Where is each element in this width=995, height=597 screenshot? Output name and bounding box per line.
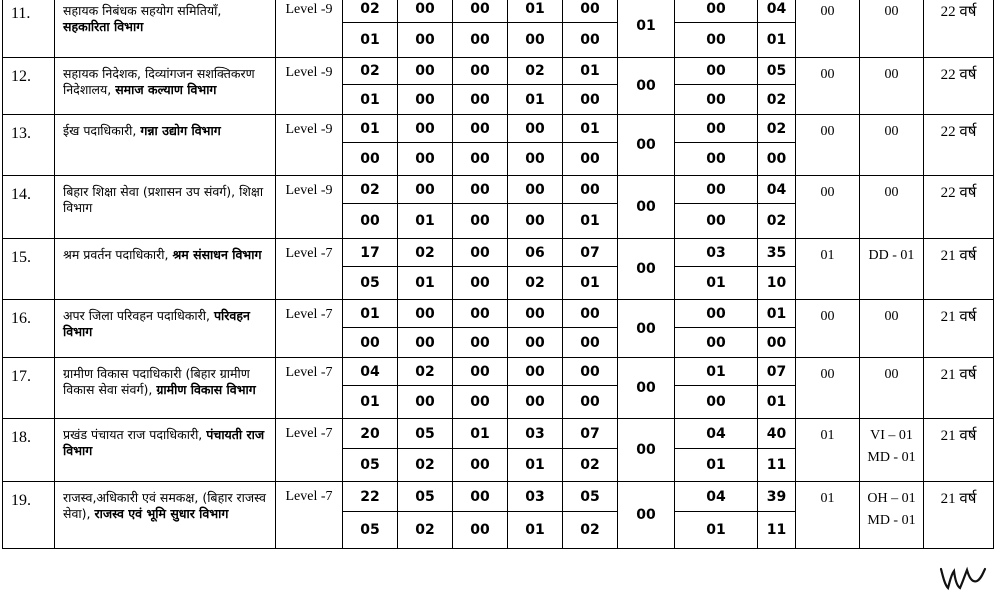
vacancy-count: 02 [398, 358, 453, 386]
department-name: गन्ना उद्योग विभाग [140, 123, 221, 138]
age-relaxation: 22 वर्ष [924, 176, 994, 239]
vacancy-count: 00 [618, 239, 675, 300]
age-relaxation: 21 वर्ष [924, 482, 994, 549]
vacancy-count: 00 [398, 0, 453, 23]
serial-number: 14. [3, 176, 55, 239]
disability-reservation [860, 482, 924, 549]
vacancy-count: 05 [563, 482, 618, 512]
pay-level: Level -7 [276, 419, 343, 482]
department-name: परिवहन विभाग [63, 308, 250, 339]
backlog-count: 00 [796, 0, 860, 58]
post-name-cell [55, 176, 276, 239]
backlog-count: 00 [796, 58, 860, 115]
backlog-count: 01 [796, 419, 860, 482]
women-vacancy-total: 00 [758, 328, 796, 358]
pay-level: Level -9 [276, 176, 343, 239]
vacancy-count: 00 [563, 300, 618, 328]
women-vacancy-count: 00 [453, 449, 508, 482]
vacancy-count: 00 [398, 176, 453, 204]
women-vacancy-count: 00 [508, 143, 563, 176]
women-vacancy-count: 02 [563, 449, 618, 482]
disability-reservation-line: 00 [884, 124, 899, 139]
disability-reservation-line: MD - 01 [867, 513, 916, 528]
women-vacancy-count: 00 [398, 23, 453, 58]
vacancy-count: 17 [343, 239, 398, 267]
women-vacancy-count: 00 [398, 328, 453, 358]
women-vacancy-count: 01 [343, 85, 398, 115]
vacancy-count: 00 [453, 482, 508, 512]
women-vacancy-count: 00 [675, 328, 758, 358]
age-relaxation: 21 वर्ष [924, 239, 994, 300]
vacancy-count: 01 [618, 0, 675, 58]
women-vacancy-count: 00 [398, 85, 453, 115]
vacancy-count: 00 [398, 115, 453, 143]
women-vacancy-count: 00 [453, 267, 508, 300]
vacancy-total: 35 [758, 239, 796, 267]
disability-reservation [860, 115, 924, 176]
backlog-count: 01 [796, 482, 860, 549]
vacancy-count: 07 [563, 239, 618, 267]
pay-level: Level -7 [276, 482, 343, 549]
pay-level: Level -7 [276, 300, 343, 358]
vacancy-count: 00 [675, 115, 758, 143]
vacancy-total: 39 [758, 482, 796, 512]
women-vacancy-count: 00 [398, 386, 453, 419]
women-vacancy-count: 05 [343, 512, 398, 549]
vacancy-count: 00 [508, 358, 563, 386]
vacancy-count: 03 [508, 419, 563, 449]
vacancy-count: 22 [343, 482, 398, 512]
vacancy-count: 01 [675, 358, 758, 386]
women-vacancy-total: 00 [758, 143, 796, 176]
vacancy-count: 02 [398, 239, 453, 267]
women-vacancy-count: 01 [398, 267, 453, 300]
table-row [3, 300, 994, 328]
post-name-cell [55, 115, 276, 176]
women-vacancy-count: 00 [343, 204, 398, 239]
women-vacancy-count: 01 [675, 449, 758, 482]
disability-reservation [860, 58, 924, 115]
vacancy-count: 00 [563, 176, 618, 204]
age-relaxation: 21 वर्ष [924, 300, 994, 358]
vacancy-count: 01 [343, 115, 398, 143]
women-vacancy-count: 00 [453, 512, 508, 549]
disability-reservation-line: VI – 01 [870, 428, 913, 443]
vacancy-count: 20 [343, 419, 398, 449]
women-vacancy-count: 01 [508, 85, 563, 115]
women-vacancy-count: 00 [675, 386, 758, 419]
vacancy-count: 00 [675, 176, 758, 204]
women-vacancy-count: 00 [453, 143, 508, 176]
table-row [3, 482, 994, 512]
post-name-cell [55, 58, 276, 115]
post-name: सहायक निदेशक, दिव्यांगजन सशक्तिकरण निदेशालय, [63, 66, 255, 97]
vacancy-count: 02 [508, 58, 563, 85]
vacancy-count: 01 [508, 0, 563, 23]
women-vacancy-count: 00 [453, 386, 508, 419]
pay-level: Level -7 [276, 239, 343, 300]
vacancy-count: 05 [398, 482, 453, 512]
post-name-cell [55, 358, 276, 419]
pay-level: Level -9 [276, 58, 343, 115]
vacancy-count: 00 [398, 58, 453, 85]
post-name-cell [55, 482, 276, 549]
vacancy-count: 00 [453, 239, 508, 267]
women-vacancy-count: 01 [563, 267, 618, 300]
women-vacancy-count: 01 [343, 386, 398, 419]
serial-number: 16. [3, 300, 55, 358]
disability-reservation [860, 419, 924, 482]
women-vacancy-count: 00 [508, 23, 563, 58]
women-vacancy-count: 01 [675, 512, 758, 549]
women-vacancy-total: 10 [758, 267, 796, 300]
women-vacancy-count: 02 [398, 512, 453, 549]
vacancy-count: 00 [508, 300, 563, 328]
post-name-cell [55, 239, 276, 300]
disability-reservation-line: 00 [884, 67, 899, 82]
disability-reservation-line: 00 [884, 185, 899, 200]
backlog-count: 00 [796, 358, 860, 419]
serial-number: 15. [3, 239, 55, 300]
post-name: ग्रामीण विकास पदाधिकारी (बिहार ग्रामीण विकास सेवा संवर्ग), [63, 366, 250, 397]
post-name: सहायक निबंधक सहयोग समितियाँ, [63, 3, 222, 18]
vacancy-count: 00 [453, 115, 508, 143]
age-relaxation: 22 वर्ष [924, 115, 994, 176]
vacancy-count: 01 [453, 419, 508, 449]
women-vacancy-total: 02 [758, 85, 796, 115]
women-vacancy-count: 01 [508, 449, 563, 482]
backlog-count: 00 [796, 115, 860, 176]
vacancy-count: 02 [343, 0, 398, 23]
women-vacancy-count: 00 [343, 328, 398, 358]
disability-reservation-line: 00 [884, 4, 899, 19]
disability-reservation-line: MD - 01 [867, 450, 916, 465]
disability-reservation-line: 00 [884, 367, 899, 382]
vacancy-total: 04 [758, 176, 796, 204]
women-vacancy-count: 01 [343, 23, 398, 58]
table-row [3, 176, 994, 204]
vacancy-count: 00 [675, 300, 758, 328]
department-name: समाज कल्याण विभाग [115, 82, 217, 97]
pay-level: Level -9 [276, 0, 343, 58]
women-vacancy-count: 00 [508, 328, 563, 358]
disability-reservation-line: OH – 01 [867, 491, 916, 506]
vacancy-count: 04 [675, 419, 758, 449]
vacancy-count: 05 [398, 419, 453, 449]
women-vacancy-count: 00 [508, 204, 563, 239]
vacancy-count: 00 [453, 58, 508, 85]
backlog-count: 00 [796, 300, 860, 358]
women-vacancy-count: 00 [675, 85, 758, 115]
vacancy-total: 02 [758, 115, 796, 143]
age-relaxation: 21 वर्ष [924, 419, 994, 482]
vacancy-count: 00 [618, 115, 675, 176]
vacancy-total: 05 [758, 58, 796, 85]
vacancy-count: 00 [618, 358, 675, 419]
backlog-count: 01 [796, 239, 860, 300]
vacancy-total: 04 [758, 0, 796, 23]
women-vacancy-count: 00 [563, 143, 618, 176]
age-relaxation: 22 वर्ष [924, 0, 994, 58]
vacancy-count: 03 [675, 239, 758, 267]
women-vacancy-count: 01 [398, 204, 453, 239]
serial-number: 12. [3, 58, 55, 115]
serial-number: 19. [3, 482, 55, 549]
post-name: श्रम प्रवर्तन पदाधिकारी, [63, 247, 169, 262]
table-row [3, 0, 994, 23]
women-vacancy-total: 11 [758, 512, 796, 549]
vacancy-count: 01 [343, 300, 398, 328]
post-name: अपर जिला परिवहन पदाधिकारी, [63, 308, 210, 323]
age-relaxation: 21 वर्ष [924, 358, 994, 419]
department-name: श्रम संसाधन विभाग [172, 247, 262, 262]
disability-reservation-line: DD - 01 [868, 248, 915, 263]
women-vacancy-count: 00 [453, 23, 508, 58]
table-row [3, 115, 994, 143]
vacancy-count: 00 [618, 419, 675, 482]
serial-number: 11. [3, 0, 55, 58]
disability-reservation-line: 00 [884, 309, 899, 324]
women-vacancy-count: 01 [508, 512, 563, 549]
vacancy-count: 00 [618, 58, 675, 115]
table-row [3, 419, 994, 449]
serial-number: 17. [3, 358, 55, 419]
post-name-cell [55, 300, 276, 358]
serial-number: 18. [3, 419, 55, 482]
women-vacancy-count: 00 [563, 386, 618, 419]
vacancy-count: 00 [453, 300, 508, 328]
women-vacancy-count: 00 [675, 204, 758, 239]
women-vacancy-count: 00 [675, 23, 758, 58]
vacancy-count: 00 [563, 0, 618, 23]
women-vacancy-count: 00 [508, 386, 563, 419]
post-name: राजस्व,अधिकारी एवं समकक्ष, (बिहार राजस्व सेवा), [63, 490, 266, 521]
serial-number: 13. [3, 115, 55, 176]
disability-reservation [860, 358, 924, 419]
vacancy-count: 06 [508, 239, 563, 267]
women-vacancy-total: 11 [758, 449, 796, 482]
women-vacancy-count: 05 [343, 449, 398, 482]
backlog-count: 00 [796, 176, 860, 239]
vacancy-count: 00 [453, 176, 508, 204]
vacancy-count: 02 [343, 58, 398, 85]
vacancy-count: 00 [508, 115, 563, 143]
post-name: ईख पदाधिकारी, [63, 123, 137, 138]
vacancy-count: 00 [563, 358, 618, 386]
vacancy-count: 00 [453, 358, 508, 386]
post-name-cell [55, 419, 276, 482]
women-vacancy-count: 00 [453, 85, 508, 115]
women-vacancy-count: 01 [675, 267, 758, 300]
vacancy-count: 00 [675, 0, 758, 23]
vacancy-count: 00 [675, 58, 758, 85]
women-vacancy-count: 02 [508, 267, 563, 300]
vacancy-count: 00 [508, 176, 563, 204]
women-vacancy-count: 00 [563, 23, 618, 58]
vacancy-count: 04 [675, 482, 758, 512]
vacancy-count: 00 [618, 300, 675, 358]
women-vacancy-count: 00 [343, 143, 398, 176]
women-vacancy-count: 00 [398, 143, 453, 176]
vacancy-count: 00 [398, 300, 453, 328]
vacancy-count: 00 [618, 482, 675, 549]
vacancy-total: 07 [758, 358, 796, 386]
disability-reservation [860, 176, 924, 239]
department-name: पंचायती राज विभाग [63, 427, 265, 458]
disability-reservation [860, 300, 924, 358]
vacancy-count: 03 [508, 482, 563, 512]
post-name-cell [55, 0, 276, 58]
women-vacancy-total: 02 [758, 204, 796, 239]
signature [939, 561, 987, 591]
age-relaxation: 22 वर्ष [924, 58, 994, 115]
table-row [3, 358, 994, 386]
table-row [3, 239, 994, 267]
women-vacancy-count: 02 [398, 449, 453, 482]
table-row [3, 58, 994, 85]
vacancy-count: 01 [563, 115, 618, 143]
department-name: ग्रामीण विकास विभाग [156, 382, 256, 397]
vacancy-count: 02 [343, 176, 398, 204]
vacancy-total: 01 [758, 300, 796, 328]
vacancy-count: 01 [563, 58, 618, 85]
post-name: बिहार शिक्षा सेवा (प्रशासन उप संवर्ग), शिक्षा विभाग [63, 184, 264, 215]
pay-level: Level -9 [276, 115, 343, 176]
women-vacancy-count: 01 [563, 204, 618, 239]
vacancy-count: 04 [343, 358, 398, 386]
vacancy-count: 00 [618, 176, 675, 239]
women-vacancy-count: 00 [563, 328, 618, 358]
vacancy-table [2, 0, 994, 549]
women-vacancy-count: 05 [343, 267, 398, 300]
women-vacancy-total: 01 [758, 386, 796, 419]
women-vacancy-count: 00 [563, 85, 618, 115]
disability-reservation [860, 239, 924, 300]
department-name: सहकारिता विभाग [63, 19, 144, 34]
vacancy-total: 40 [758, 419, 796, 449]
disability-reservation [860, 0, 924, 58]
women-vacancy-count: 00 [453, 204, 508, 239]
vacancy-count: 07 [563, 419, 618, 449]
department-name: राजस्व एवं भूमि सुधार विभाग [94, 506, 229, 521]
pay-level: Level -7 [276, 358, 343, 419]
women-vacancy-count: 02 [563, 512, 618, 549]
women-vacancy-total: 01 [758, 23, 796, 58]
women-vacancy-count: 00 [675, 143, 758, 176]
post-name: प्रखंड पंचायत राज पदाधिकारी, [63, 427, 203, 442]
women-vacancy-count: 00 [453, 328, 508, 358]
vacancy-count: 00 [453, 0, 508, 23]
